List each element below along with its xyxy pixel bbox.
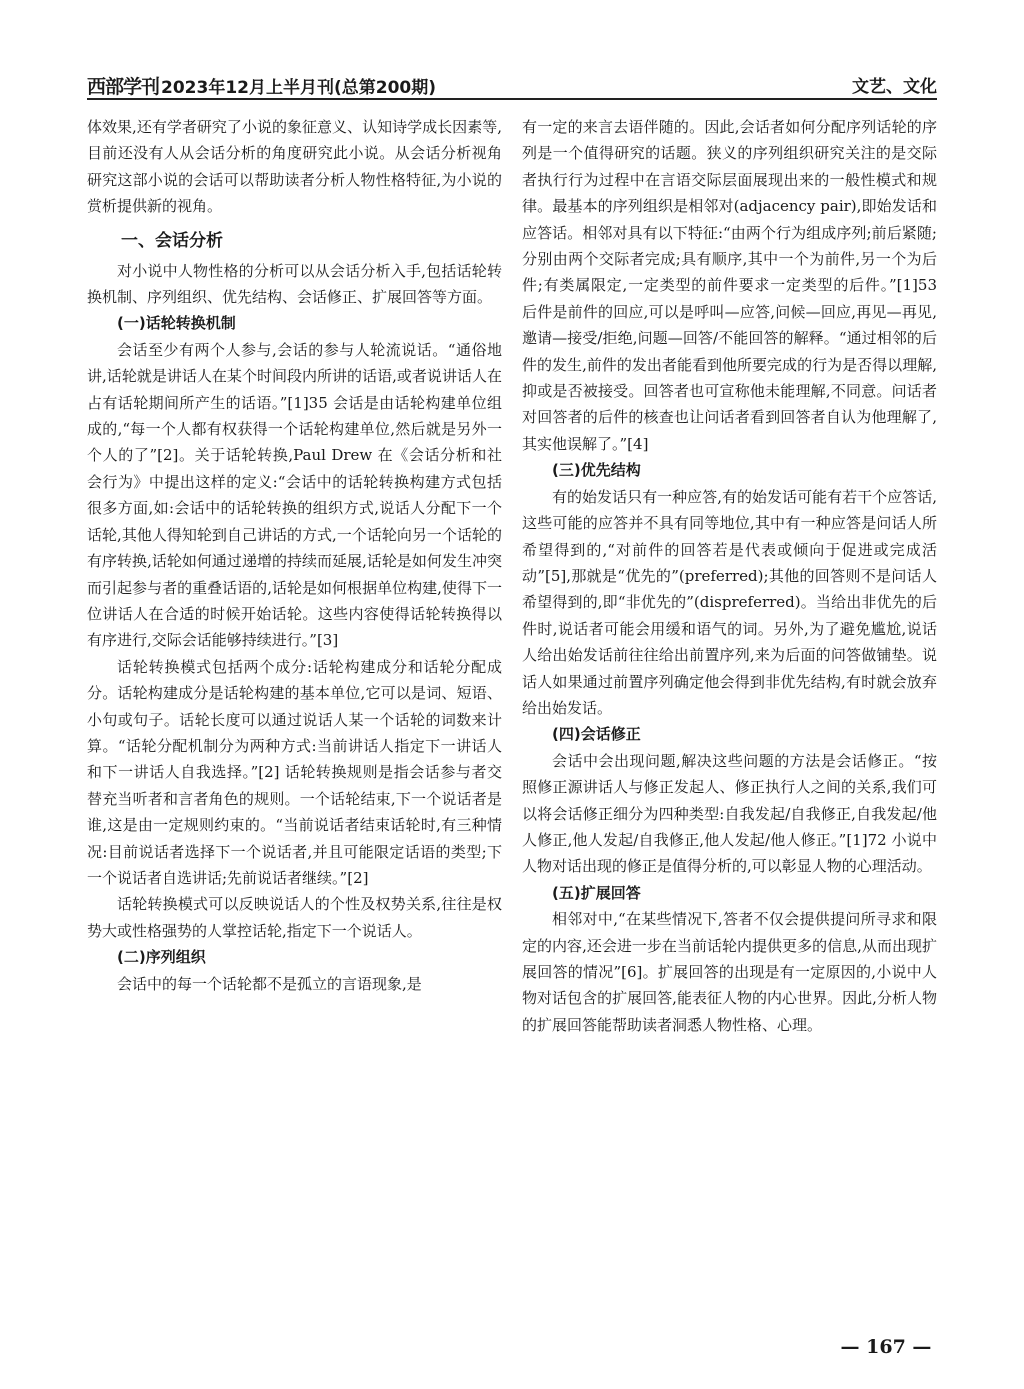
- paragraph: 体效果,还有学者研究了小说的象征意义、认知诗学成长因素等,目前还没有人从会话分析的角度研究此小说。从会话分析视角研究这部小说的会话可以帮助读者分析人物性格特征,为小说的赏析提供新的视角。: [87, 118, 502, 216]
- journal-logo: 西部学刊: [87, 76, 160, 98]
- page-number: — 167 —: [840, 1336, 932, 1358]
- journal-issue-line: [87, 72, 436, 99]
- paragraph: 相邻对中,“在某些情况下,答者不仅会提供提问所寻求和限定的内容,还会进一步在当前话轮内提供更多的信息,从而出现扩展回答的情况”[6]。扩展回答的出现是有一定原因的,小说中人物对话包含的扩展回答,能表征人物的内心世界。因此,分析人物的扩展回答能帮助读者洞悉人物性格、心理。: [522, 910, 937, 1034]
- right-column: [522, 114, 937, 1038]
- left-column: [87, 114, 502, 997]
- subsection-heading: (四)会话修正: [552, 725, 641, 744]
- issue-info: 2023年12月上半月刊(总第200期): [161, 78, 437, 98]
- paragraph: 对小说中人物性格的分析可以从会话分析入手,包括话轮转换机制、序列组织、优先结构、会话修正、扩展回答等方面。: [87, 261, 502, 307]
- paragraph: 有一定的来言去语伴随的。因此,会话者如何分配序列话轮的序列是一个值得研究的话题。狭义的序列组织研究关注的是交际者执行行为过程中在言语交际层面展现出来的一般性模式和规律。最基本的序列组织是相邻对(adjacency pair),即始发话和应答话。相邻对具有以下特征:“由两个行为组成序列;前后紧随;分别由两个交际者完成;具有顺序,其中一个为前件,另一个为后件;有类属限定,一定类型的前件要求一定类型的后件。”[1]53 后件是前件的回应,可以是呼叫—应答,问候—回应,再见—再见,邀请—接受/拒绝,问题—回答/不能回答的解释。“通过相邻的后件的发生,前件的发出者能看到他所要完成的行为是否得以理解,抑或是否被接受。回答者也可宣称他未能理解,不同意。问话者对回答者的后件的核查也让问话者看到回答者自认为他理解了,其实他误解了。”[4]: [522, 118, 937, 453]
- paragraph: 话轮转换模式包括两个成分:话轮构建成分和话轮分配成分。话轮构建成分是话轮构建的基本单位,它可以是词、短语、小句或句子。话轮长度可以通过说话人某一个话轮的词数来计算。“话轮分配机制分为两种方式:当前讲话人指定下一讲话人和下一讲话人自我选择。”[2] 话轮转换规则是指会话参与者交替充当听者和言者角色的规则。一个话轮结束,下一个说话者是谁,这是由一定规则约束的。“当前说话者结束话轮时,有三种情况:目前说话者选择下一个说话者,并且可能限定话语的类型;下一个说话者自选讲话;先前说话者继续。”[2]: [87, 657, 502, 887]
- subsection-heading: (一)话轮转换机制: [117, 314, 236, 333]
- paragraph: 话轮转换模式可以反映说话人的个性及权势关系,往往是权势大或性格强势的人掌控话轮,指定下一个说话人。: [87, 895, 502, 940]
- section-heading: 一、会话分析: [121, 230, 223, 251]
- subsection-heading: (三)优先结构: [552, 461, 641, 480]
- section-label: 文艺、文化: [852, 77, 937, 97]
- paragraph: 会话至少有两个人参与,会话的参与人轮流说话。“通俗地讲,话轮就是讲话人在某个时间段内所讲的话语,或者说讲话人在占有话轮期间所产生的话语。”[1]35 会话是由话轮构建单位组成的,“每一个人都有权获得一个话轮构建单位,然后就是另外一个人的了”[2]。关于话轮转换,Paul Drew 在《会话分析和社会行为》中提出这样的定义:“会话中的话轮转换构建方式包括很多方面,如:会话中的话轮转换的组织方式,说话人分配下一个话轮,其他人得知轮到自己讲话的方式,一个话轮向另一个话轮的有序转换,话轮如何通过递增的持续而延展,话轮是如何发生冲突而引起参与者的重叠话语的,话轮是如何根据单位构建,使得下一位讲话人在合适的时候开始话轮。这些内容使得话轮转换得以有序进行,交际会话能够持续进行。”[3]: [87, 340, 502, 650]
- paragraph: 会话中会出现问题,解决这些问题的方法是会话修正。“按照修正源讲话人与修正发起人、修正执行人之间的关系,我们可以将会话修正细分为四种类型:自我发起/自我修正,自我发起/他人修正,他人发起/自我修正,他人发起/他人修正。”[1]72 小说中人物对话出现的修正是值得分析的,可以彰显人物的心理活动。: [522, 751, 937, 876]
- paragraph: 会话中的每一个话轮都不是孤立的言语现象,是: [117, 974, 422, 993]
- paragraph: 有的始发话只有一种应答,有的始发话可能有若干个应答话,这些可能的应答并不具有同等地位,其中有一种应答是问话人所希望得到的,“对前件的回答若是代表或倾向于促进或完成活动”[5],那就是“优先的”(preferred);其他的回答则不是问话人希望得到的,即“非优先的”(dispreferred)。当给出非优先的后件时,说话者可能会用缓和语气的词。另外,为了避免尴尬,说话人给出始发话前往往给出前置序列,来为后面的问答做铺垫。说话人如果通过前置序列确定他会得到非优先结构,有时就会放弃给出始发话。: [522, 487, 937, 717]
- subsection-heading: (五)扩展回答: [552, 883, 641, 902]
- page-header: [87, 66, 937, 100]
- subsection-heading: (二)序列组织: [117, 948, 206, 967]
- header-rule: [87, 98, 937, 100]
